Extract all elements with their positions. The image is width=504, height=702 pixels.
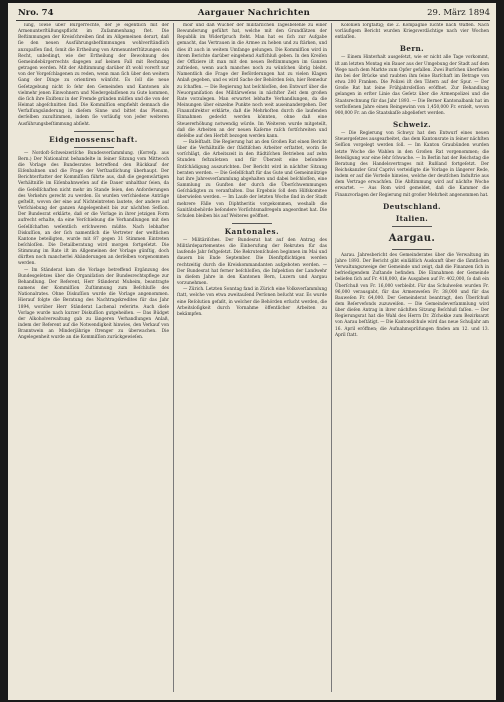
- article-text: — Zürich. Letzten Sonntag fand in Zürich eine Volksverſammlung ſtatt, welche von etwa zweitauſend Perſonen beſucht war. Es wurde eine Reſolution gefaßt, in welcher die Behörden erſucht werden, die Arbeitsloſigkeit durch Vornahme öffentlicher Arbeiten zu bekämpfen.: [177, 287, 327, 317]
- article-text: — Nordoſt-Schweizeriſche Bundesverſammlung. (Korreſp. aus Bern.) Der Nationalrat behandelte in ſeiner Sitzung vom Mittwoch die Vorlage des Bundesrates betreffend den Rückkauf der Eiſenbahnen und die Frage der Verſtaatlichung überhaupt. Der Berichterſtatter der Kommiſſion führte aus, daß die gegenwärtigen Verhältniſſe im Eiſenbahnweſen auf die Dauer unhaltbar ſeien, da die Geſellſchaften nicht mehr im Stande ſeien, den Anforderungen des Verkehrs gerecht zu werden. Es wurden verſchiedene Anträge geſtellt, wovon der eine auf Nichteintreten lautete, der andere auf Verſchiebung der ganzen Angelegenheit bis zur nächſten Seſſion. Der Bundesrat erklärte, daß er die Vorlage in ihrer jetzigen Form aufrecht erhalte, da eine Verſchiebung die Verhandlungen mit den Geſellſchaften weſentlich erſchweren müßte. Nach lebhafter Diskuſſion, an der ſich namentlich die Vertreter der weſtlichen Kantone beteiligten, wurde mit 87 gegen 31 Stimmen Eintreten beſchloſſen. Die Detailberatung wird morgen fortgeſetzt. Die Stimmung im Rate iſt im Allgemeinen der Vorlage günſtig, doch dürften noch mancherlei Abänderungen an derſelben vorgenommen werden.: [18, 150, 169, 267]
- article-text: — Militäriſches. Der Bundesrat hat auf den Antrag des Militärdepartementes die Einberufung der Rekruten für das laufende Jahr feſtgeſetzt. Die Rekrutenſchulen beginnen im Mai und dauern bis Ende September. Die Dienſtpflichtigen werden rechtzeitig durch die Kreiskommandanten aufgeboten werden. — Der Bundesrat hat ferner beſchloſſen, die Inſpektion der Landwehr in dieſem Jahre in den Kantonen Bern, Luzern und Aargau vorzunehmen.: [177, 238, 327, 287]
- column-3: [335, 23, 489, 694]
- article-text: moir und daß Wucher der militäriſchen Tagesbeſehle zu einer Bewunderung geführt hat, welche mit den Grundſätzen der Republik im Widerſpruch ſteht. Man hat es ſich zur Aufgabe gemacht, das Vertrauen in die Armee zu heben und zu ſtärken, und dies iſt auch in weitem Umfange gelungen. Die Kommiſſion wird in ihrem Berichte darüber eingehend Aufſchluß geben. In den Kreiſen der Offiziere iſt man mit den neuen Beſtimmungen im Ganzen zufrieden, wenn auch manches noch zu wünſchen übrig bleibt. Namentlich die Frage der Beförderungen hat zu vielen Klagen Anlaß gegeben, und es wird Sache der Behörden ſein, hier Remedur zu ſchaffen. — Die Regierung hat beſchloſſen, den Entwurf über die Neuorganiſation des Militärweſens in nächſter Zeit dem großen Rate vorzulegen. Man erwartet lebhafte Verhandlungen, da die Meinungen über einzelne Punkte noch weit auseinandergehen. Der Finanzdirektor erklärte, daß die Mehrkoſten durch die laufenden Einnahmen gedeckt werden könnten, ohne daß eine Steuererhöhung notwendig würde. Im Weiteren wurde mitgeteilt, daß die Arbeiten an der neuen Kaſerne raſch fortſchreiten und dieſelbe auf den Herbſt bezogen werden kann.: [177, 23, 327, 139]
- column-divider: [331, 23, 332, 692]
- section-rule: [74, 147, 114, 148]
- article-text: Aarau. Jahresbericht des Gemeinderates über die Verwaltung im Jahre 1893. Der Bericht gibt einläßlich Auskunft über die ſämtlichen Verwaltungszweige der Gemeinde und zeigt, daß die Finanzen ſich in befriedigendem Zuſtande befinden. Die Einnahmen der Gemeinde beliefen ſich auf Fr. 418,000, die Ausgaben auf Fr. 402,000, ſo daß ein Überſchuß von Fr. 16,000 verbleibt. Für das Schulweſen wurden Fr. 96,000 verausgabt, für das Armenweſen Fr. 38,000 und für das Bauweſen Fr. 64,000. Der Gemeinderat beantragt, den Überſchuß dem Reſervefonds zuzuweiſen. — Die Gemeindeverſammlung wird über dieſen Antrag in ihrer nächſten Sitzung Beſchluß faſſen. — Der Regierungsrat hat die Wahl des Herrn Dr. Zſchokke zum Bezirksarzt von Aarau beſtätigt. — Die Kantonsſchule wird das neue Schuljahr am 16. April eröffnen; die Aufnahmsprüfungen finden am 12. und 13. April ſtatt.: [335, 252, 489, 338]
- column-1: [18, 23, 169, 694]
- article-text: — Die Regierung von Schwyz hat den Entwurf eines neuen Steuergeſetzes ausgearbeitet, das dem Kantonsrate in ſeiner nächſten Seſſion vorgelegt werden ſoll. — Im Kanton Graubünden wurden letzte Woche die Wahlen in den Großen Rat vorgenommen; die Beteiligung war eine ſehr ſchwache. — In Berlin hat der Reichstag die Beratung des Handelsvertrages mit Rußland fortgeſetzt. Der Reichskanzler Graf Caprivi verteidigte die Vorlage in längerer Rede, indem er auf die Vorteile hinwies, welche der deutſchen Induſtrie aus dem Vertrage erwachſen. Die Abſtimmung wird auf nächſte Woche erwartet. — Aus Rom wird gemeldet, daß die Kammer die Finanzvorlagen der Regierung mit großer Mehrheit angenommen hat.: [335, 131, 489, 198]
- section-heading-italien: Italien.: [395, 213, 429, 223]
- section-heading-deutschland: Deutschland.: [383, 201, 441, 211]
- column-2: [177, 23, 327, 694]
- section-heading-aargau: Aargau.: [388, 232, 436, 244]
- section-rule: [392, 249, 432, 250]
- header-rule: [16, 20, 490, 21]
- section-heading-kantonales: Kantonales.: [224, 227, 280, 236]
- column-divider: [173, 23, 174, 692]
- section-rule: [392, 226, 432, 227]
- article-text: lung, ſowie über Bürgerrechte, der je eigentlich mit der Armenunterſtüßungspflicht im Zuſammenhang ſtet. Die Beſtimmungen der Kreisſchreiben ſind im Allgemeinen derart, daß ſie den neuen Ausführungsbeſtimmungen wohlverſtändlich anzupaſſen ſind, ſomit die Ertheilung von Armenunterſtützungen ein Recht, unbedingt, wie der Ertheilung der Bewohnung des Gemeindebürgerrechts dagegen auf keinen Fall mit Rechnung getragen werden. Mit der Abſtimmung darüber iſt wohl vorerſt nur von der Vorgeſchlagenen zu reden, wenn man ſich über den weitern Gang der Dinge zu orientiren wünſcht. Es ſoll die neue Geſetzgebung nicht ſo ſehr den Gemeinden und Kantonen als vielmehr jenen Einwohnern und Niedergelaſſenen zu Gute kommen, die ſich ihre Exiſtenz in der Fremde gründen müſſen und die von der Heimat abgeſchnitten ſind. Die Kommiſſion empfiehlt demnach die Verfaſſungsänderung in dieſem Sinne und bittet das Plenum, derſelben zuzuſtimmen, indem ſie vorläufig von jeder weiteren Ausführungsbeſtimmung abſieht.: [18, 23, 169, 127]
- section-rule: [74, 131, 114, 132]
- section-heading-bern: Bern.: [399, 44, 425, 54]
- section-heading-eidgenossenschaft: Eidgenossenschaft.: [49, 134, 138, 144]
- issue-date: 29. März 1894: [427, 8, 490, 18]
- page-header: [18, 7, 490, 19]
- page-number: Nro. 74: [18, 8, 54, 18]
- article-text: — Baſelſtadt. Die Regierung hat an den Großen Rat einen Bericht über die Verhältniſſe der ſtädtiſchen Arbeiter erſtattet, worin ſie vorſchlägt, die Arbeitszeit in den ſtädtiſchen Betrieben auf zehn Stunden feſtzuſetzen und für Überzeit eine beſondere Entſchädigung auszurichten. Der Bericht wird in nächſter Sitzung beraten werden. — Die Geſellſchaft für das Gute und Gemeinnützige hat ihre Jahresverſammlung abgehalten und dabei beſchloſſen, eine Sammlung zu Gunſten der durch die Überſchwemmungen Geſchädigten zu veranſtalten. Das Ergebnis ſoll dem Hilfskomitee überwieſen werden. — Im Laufe der letzten Woche ſind in der Stadt mehrere Fälle von Diphtheritis vorgekommen, weshalb die Sanitätsbehörde beſondere Vorſichtsmaßregeln angeordnet hat. Die Schulen bleiben bis auf Weiteres geöffnet.: [177, 139, 327, 219]
- section-rule: [232, 223, 272, 224]
- newspaper-page: [8, 3, 496, 700]
- article-text: Kolonien ſorgfältig; die 2. Kompagnie ſuchte nach Waffen. Nach vorläufigem Bericht wurden Kriegsverdächtige nach vier Wochen entlaſſen.: [335, 23, 489, 41]
- section-heading-schweiz: Schweiz.: [392, 120, 432, 130]
- article-text: — Im Ständerat kam die Vorlage betreffend Ergänzung des Bundesgeſetzes über die Organiſation der Bundesrechtspflege zur Behandlung. Der Referent, Herr Ständerat Muheim, beantragte namens der Kommiſſion Zuſtimmung zum Beſchluſſe des Nationalrates. Ohne Diskuſſion wurde die Vorlage angenommen. Hierauf folgte die Beratung des Nachtragskredites für das Jahr 1894, worüber Herr Ständerat Lachenal referirte. Auch dieſe Vorlage wurde nach kurzer Diskuſſion gutgeheißen. — Das Büdget der Alkoholverwaltung gab zu längeren Verhandlungen Anlaß, indem der Referent auf die Notwendigkeit hinwies, den Verkauf von Branntwein an Minderjährige ſtrenger zu überwachen. Die Angelegenheit wurde an die Kommiſſion zurückgewieſen.: [18, 267, 169, 341]
- article-text: — Einem Hinterhalt ausgeſetzt, wie er nicht alle Tage vorkommt, iſt am letzten Montag ein Bauer aus der Umgebung der Stadt auf dem Wege nach dem Markte zum Opfer gefallen. Zwei Burſchen überfielen ihn bei der Brücke und raubten ihm ſeine Barſchaft im Betrage von etwa 200 Franken. Die Polizei iſt den Tätern auf der Spur. — Der Große Rat hat ſeine Frühjahrsſeſſion eröffnet. Zur Behandlung gelangen in erſter Linie das Geſetz über die Armenpolizei und die Staatsrechnung für das Jahr 1893. — Die Berner Kantonalbank hat im verfloſſenen Jahre einen Reingewinn von 1,450,000 Fr. erzielt, wovon 900,000 Fr. an die Staatskaſſe abgeliefert werden.: [335, 55, 489, 116]
- newspaper-title: Aargauer Nachrichten: [197, 8, 311, 18]
